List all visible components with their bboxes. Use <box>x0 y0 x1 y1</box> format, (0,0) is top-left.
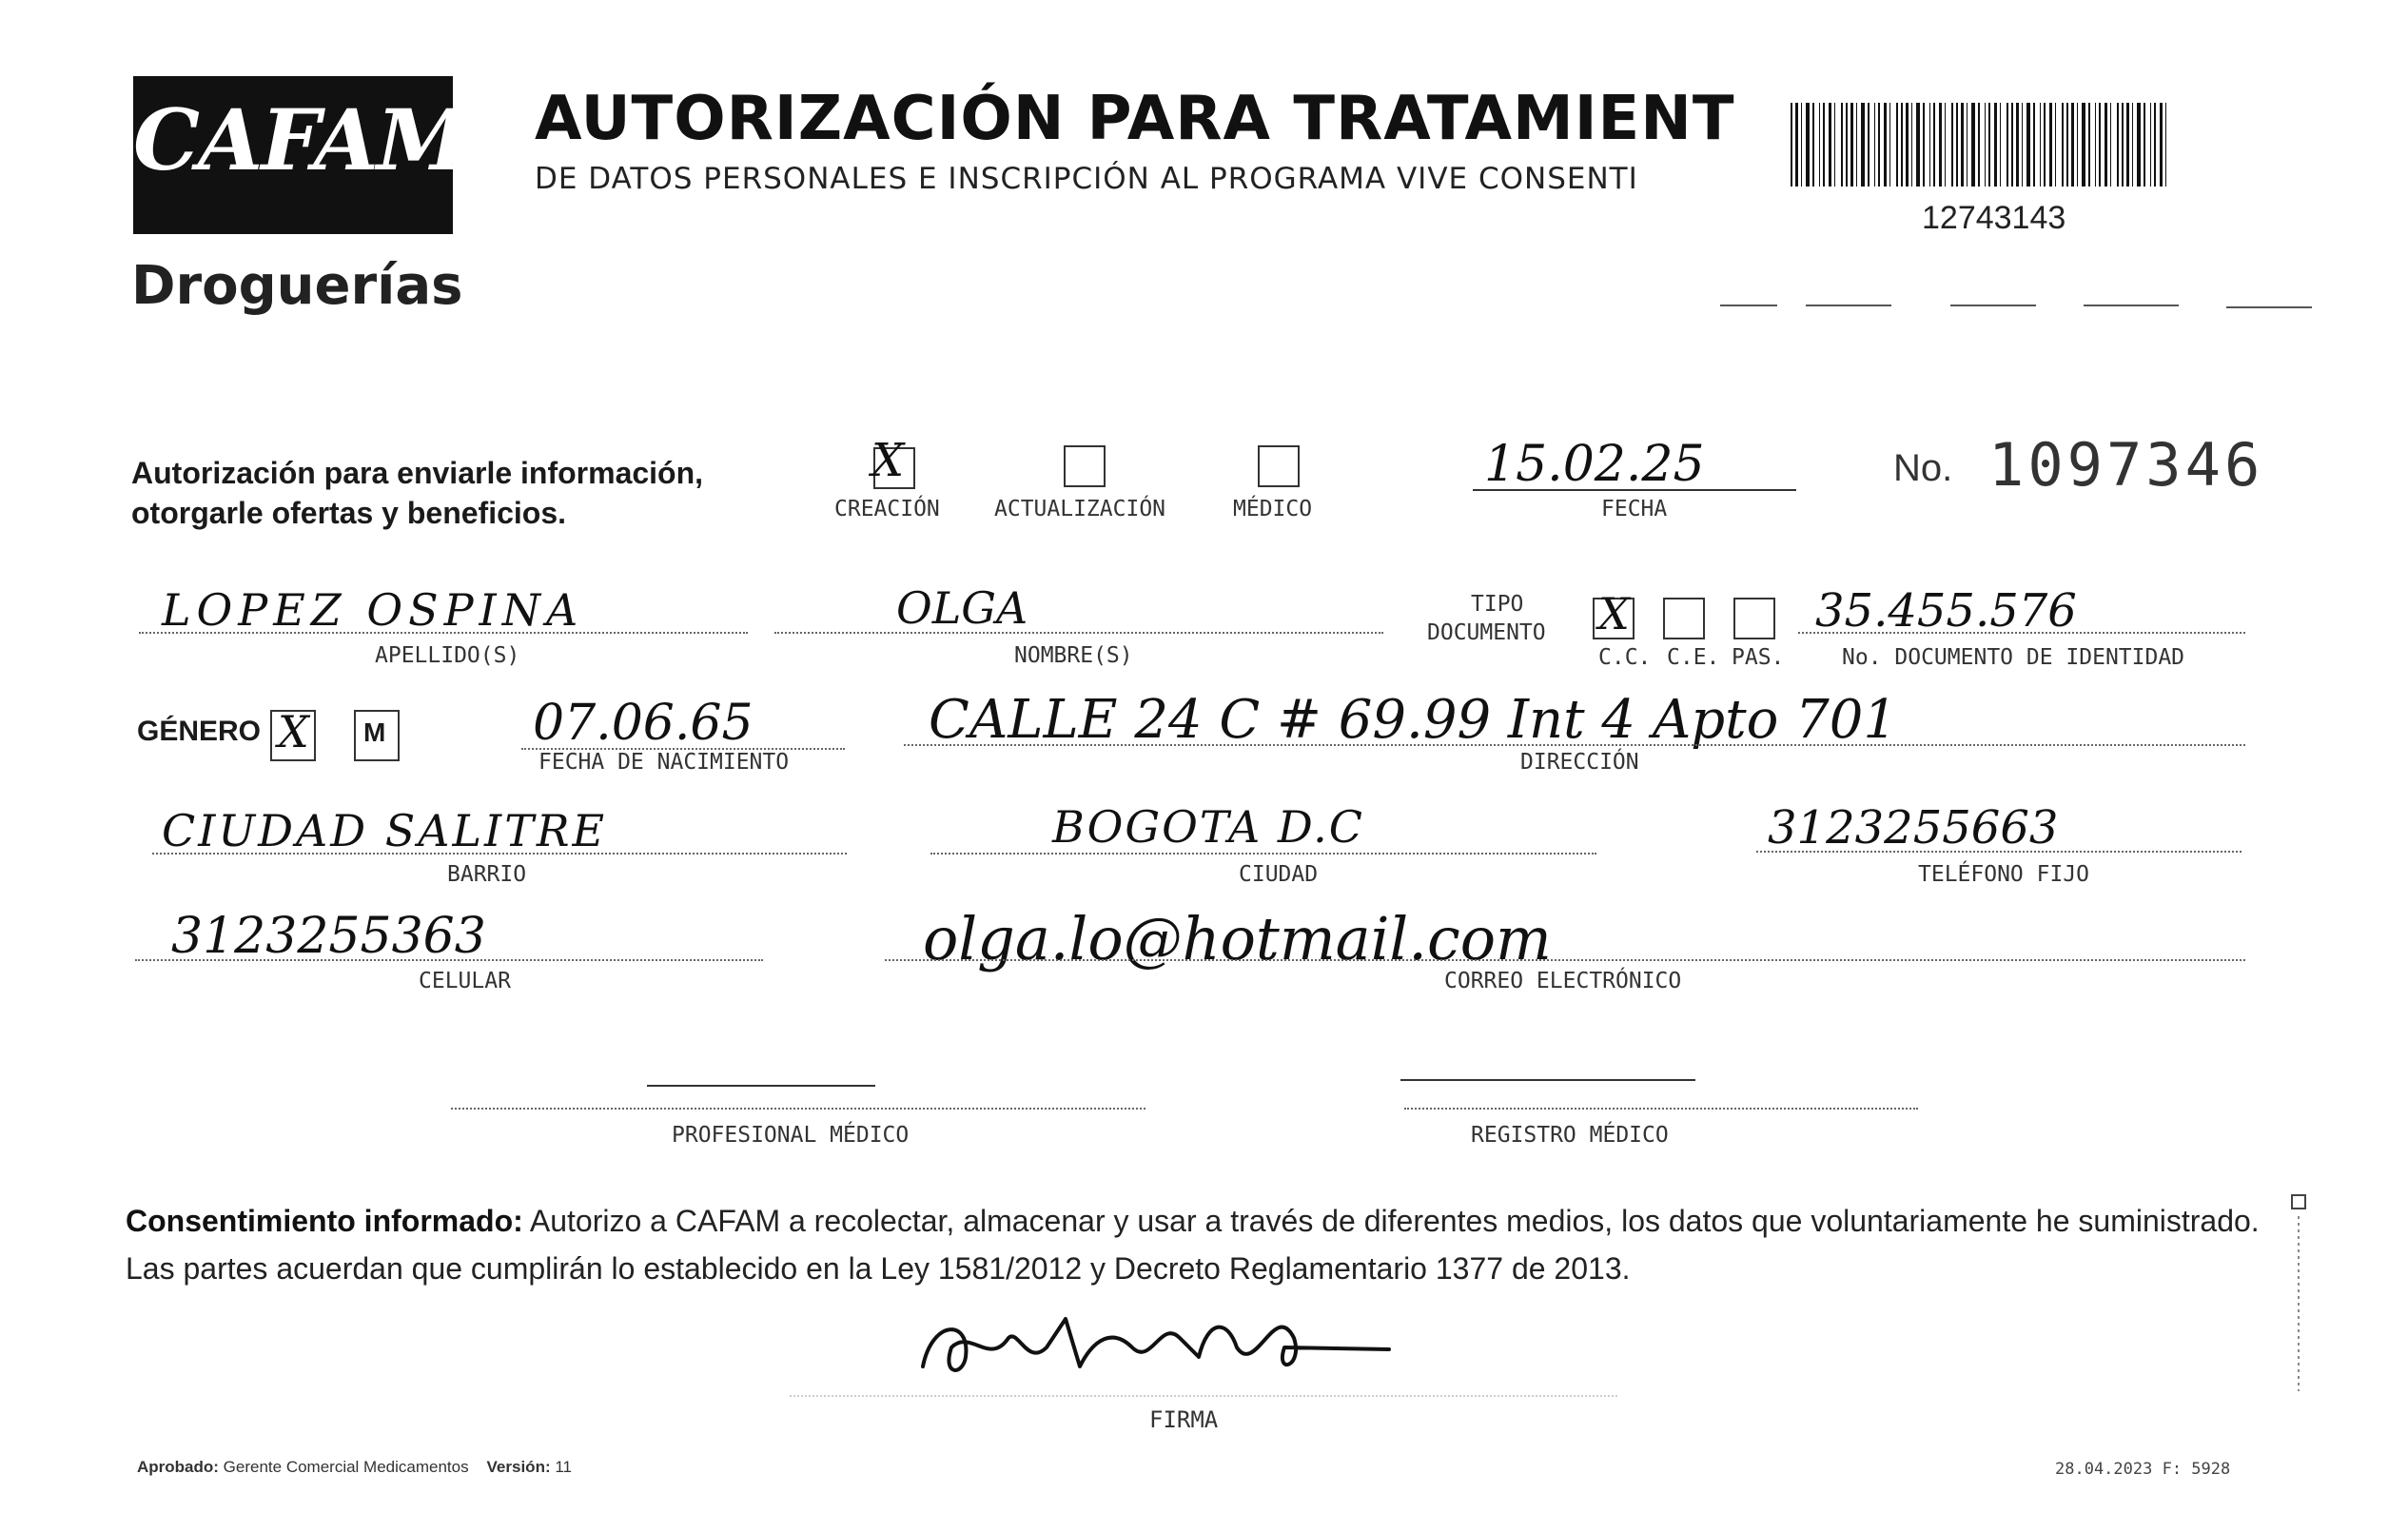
professional-stroke <box>647 1085 875 1087</box>
barcode-bar <box>1971 103 1975 187</box>
city-value: BOGOTA D.C <box>1052 801 1364 853</box>
barcode-bar <box>2099 103 2101 187</box>
barcode-bar <box>1994 103 1997 187</box>
barcode-bar <box>2082 103 2085 187</box>
barcode-bar <box>1829 103 1831 187</box>
form-title: AUTORIZACIÓN PARA TRATAMIENT <box>535 84 1735 154</box>
consent-line-1 <box>126 1197 2276 1245</box>
landline-value: 3123255663 <box>1768 801 2059 855</box>
barcode-bar <box>1896 103 1898 187</box>
barcode-bar <box>2077 103 2078 187</box>
barcode-bar <box>2049 103 2052 187</box>
logo-text: CAFAM <box>133 90 468 189</box>
barcode-bar <box>1906 103 1909 187</box>
barcode-bar <box>2040 103 2041 187</box>
consent-text-1: Autorizo a CAFAM a recolectar, almacenar y usar a través de diferentes medios, los datos que voluntariamente he suministrado. <box>522 1204 2260 1238</box>
date-value: 15.02.25 <box>1484 436 1705 493</box>
barcode-number: 12743143 <box>1922 200 2066 236</box>
creation-label: CREACIÓN <box>834 497 940 521</box>
form-number-value: 1097346 <box>1988 430 2264 500</box>
consent-text <box>126 1197 2276 1292</box>
update-checkbox[interactable] <box>1064 445 1106 487</box>
doc-number-line <box>1798 632 2245 634</box>
intro-text <box>131 453 703 533</box>
footer-right: 28.04.2023 F: 5928 <box>2055 1460 2231 1479</box>
registry-line <box>1404 1108 1918 1110</box>
signature-label: FIRMA <box>1149 1406 1219 1433</box>
barcode-bar <box>1834 103 1835 187</box>
neighborhood-line <box>152 853 847 855</box>
barcode-bar <box>2137 103 2141 187</box>
consent-line-2: Las partes acuerdan que cumplirán lo establecido en la Ley 1581/2012 y Decreto Reglamentario 1377 de 2013. <box>126 1251 1631 1286</box>
barcode-bar <box>2160 103 2163 187</box>
barcode-bar <box>1861 103 1865 187</box>
date-label: FECHA <box>1601 497 1668 521</box>
barcode-bar <box>1850 103 1853 187</box>
barcode-bar <box>1878 103 1880 187</box>
mobile-line <box>135 959 763 961</box>
city-line <box>930 853 1596 855</box>
barcode-bar <box>2071 103 2074 187</box>
birth-label: FECHA DE NACIMIENTO <box>538 750 790 775</box>
registry-stroke <box>1400 1079 1695 1081</box>
address-value: CALLE 24 C # 69.99 Int 4 Apto 701 <box>929 689 1898 751</box>
barcode-bar <box>1823 103 1825 187</box>
mobile-value: 3123255363 <box>171 908 486 965</box>
barcode-bar <box>2033 103 2035 187</box>
barcode-bar <box>1806 103 1810 187</box>
doc-pas-label: PAS. <box>1732 645 1785 670</box>
doc-ce-checkbox[interactable] <box>1663 598 1705 639</box>
signature-graphic <box>913 1281 1408 1405</box>
gender-f-mark: X <box>278 706 309 757</box>
barcode-bar <box>2122 103 2124 187</box>
barcode-bar <box>1961 103 1964 187</box>
barcode-bar <box>1988 103 1990 187</box>
doc-type-label-2: DOCUMENTO <box>1427 620 1546 645</box>
surnames-line <box>139 632 748 634</box>
email-line <box>885 959 2245 961</box>
dash <box>1950 305 2036 306</box>
surnames-label: APELLIDO(S) <box>375 643 520 668</box>
barcode-bar <box>1939 103 1942 187</box>
dash <box>1806 305 1891 306</box>
mobile-label: CELULAR <box>419 969 511 993</box>
barcode-bar <box>1985 103 1986 187</box>
barcode-bar <box>2095 103 2096 187</box>
version-label: Versión: <box>486 1458 551 1476</box>
barcode-bar <box>1856 103 1857 187</box>
footer-approved <box>137 1458 572 1477</box>
landline-line <box>1756 851 2242 853</box>
barcode-bar <box>2110 103 2111 187</box>
barcode-bar <box>1945 103 1946 187</box>
barcode-bar <box>2150 103 2151 187</box>
barcode-bar <box>2154 103 2156 187</box>
dash <box>2084 305 2179 306</box>
barcode-bar <box>2022 103 2023 187</box>
barcode-bar <box>2044 103 2046 187</box>
names-value: OLGA <box>896 582 1028 634</box>
barcode-bar <box>2117 103 2119 187</box>
neighborhood-label: BARRIO <box>447 862 527 887</box>
gender-m-label: M <box>363 717 386 747</box>
neighborhood-value: CIUDAD SALITRE <box>162 805 608 856</box>
barcode-bar <box>1916 103 1920 187</box>
surnames-value: LOPEZ OSPINA <box>162 584 584 636</box>
barcode-bar <box>1978 103 1980 187</box>
barcode-bar <box>1933 103 1935 187</box>
version-value: 11 <box>555 1458 573 1476</box>
intro-line-1: Autorización para enviarle información, <box>131 456 704 490</box>
barcode-bar <box>1812 103 1814 187</box>
update-label: ACTUALIZACIÓN <box>994 497 1166 521</box>
dash <box>1720 305 1777 306</box>
barcode-bar <box>2105 103 2107 187</box>
barcode-bar <box>2088 103 2090 187</box>
barcode-bar <box>1819 103 1820 187</box>
professional-label: PROFESIONAL MÉDICO <box>672 1123 910 1148</box>
barcode-bar <box>1923 103 1925 187</box>
doc-cc-label: C.C. <box>1598 645 1652 670</box>
barcode-bar <box>1911 103 1912 187</box>
doc-pas-checkbox[interactable] <box>1733 598 1775 639</box>
barcode-bar <box>1801 103 1802 187</box>
medical-checkbox[interactable] <box>1258 445 1300 487</box>
barcode-bar <box>2011 103 2013 187</box>
barcode-bar <box>1884 103 1887 187</box>
address-line <box>904 744 2245 746</box>
doc-ce-label: C.E. <box>1667 645 1720 670</box>
barcode-bar <box>1846 103 1848 187</box>
barcode <box>1791 103 2171 187</box>
barcode-bar <box>2165 103 2166 187</box>
approved-label: Aprobado: <box>137 1458 219 1476</box>
address-label: DIRECCIÓN <box>1520 750 1639 775</box>
barcode-bar <box>2144 103 2145 187</box>
professional-line <box>451 1108 1145 1110</box>
signature-line <box>790 1395 1617 1397</box>
barcode-bar <box>2126 103 2129 187</box>
barcode-bar <box>1868 103 1870 187</box>
barcode-bar <box>1967 103 1968 187</box>
barcode-bar <box>2000 103 2001 187</box>
barcode-bar <box>1795 103 1798 187</box>
barcode-bar <box>1951 103 1953 187</box>
birth-value: 07.06.65 <box>533 695 754 752</box>
form-number-label: No. <box>1893 447 1953 489</box>
barcode-bar <box>1874 103 1875 187</box>
email-label: CORREO ELECTRÓNICO <box>1444 969 1682 993</box>
barcode-bar <box>2016 103 2019 187</box>
landline-label: TELÉFONO FIJO <box>1918 862 2090 887</box>
doc-number-label: No. DOCUMENTO DE IDENTIDAD <box>1842 645 2185 670</box>
form-subtitle: DE DATOS PERSONALES E INSCRIPCIÓN AL PROGRAMA VIVE CONSENTI <box>535 162 1638 196</box>
doc-cc-mark: X <box>1598 588 1630 639</box>
barcode-bar <box>1841 103 1843 187</box>
doc-type-label-1: TIPO <box>1471 592 1524 617</box>
barcode-bar <box>2055 103 2056 187</box>
barcode-bar <box>1791 103 1792 187</box>
registry-label: REGISTRO MÉDICO <box>1471 1123 1669 1148</box>
barcode-bar <box>2026 103 2030 187</box>
intro-line-2: otorgarle ofertas y beneficios. <box>131 496 567 530</box>
consent-bold: Consentimiento informado: <box>126 1204 523 1238</box>
names-label: NOMBRE(S) <box>1014 643 1133 668</box>
medical-label: MÉDICO <box>1233 497 1313 521</box>
barcode-bar <box>1956 103 1958 187</box>
barcode-bar <box>2062 103 2064 187</box>
barcode-bar <box>2007 103 2008 187</box>
doc-number-value: 35.455.576 <box>1815 584 2077 638</box>
brand-subtitle: Droguerías <box>131 255 463 317</box>
barcode-bar <box>1929 103 1930 187</box>
dash <box>2226 306 2312 308</box>
barcode-bar <box>2132 103 2133 187</box>
creation-mark: X <box>871 434 905 487</box>
names-line <box>774 632 1383 634</box>
date-line <box>1473 489 1796 491</box>
barcode-bar <box>1901 103 1903 187</box>
email-value: olga.lo@hotmail.com <box>923 904 1552 973</box>
approved-value: Gerente Comercial Medicamentos <box>223 1458 469 1476</box>
side-vertical-mark <box>2279 1191 2317 1401</box>
barcode-bar <box>2066 103 2068 187</box>
gender-label: GÉNERO <box>137 716 262 747</box>
barcode-bar <box>1889 103 1890 187</box>
city-label: CIUDAD <box>1239 862 1319 887</box>
